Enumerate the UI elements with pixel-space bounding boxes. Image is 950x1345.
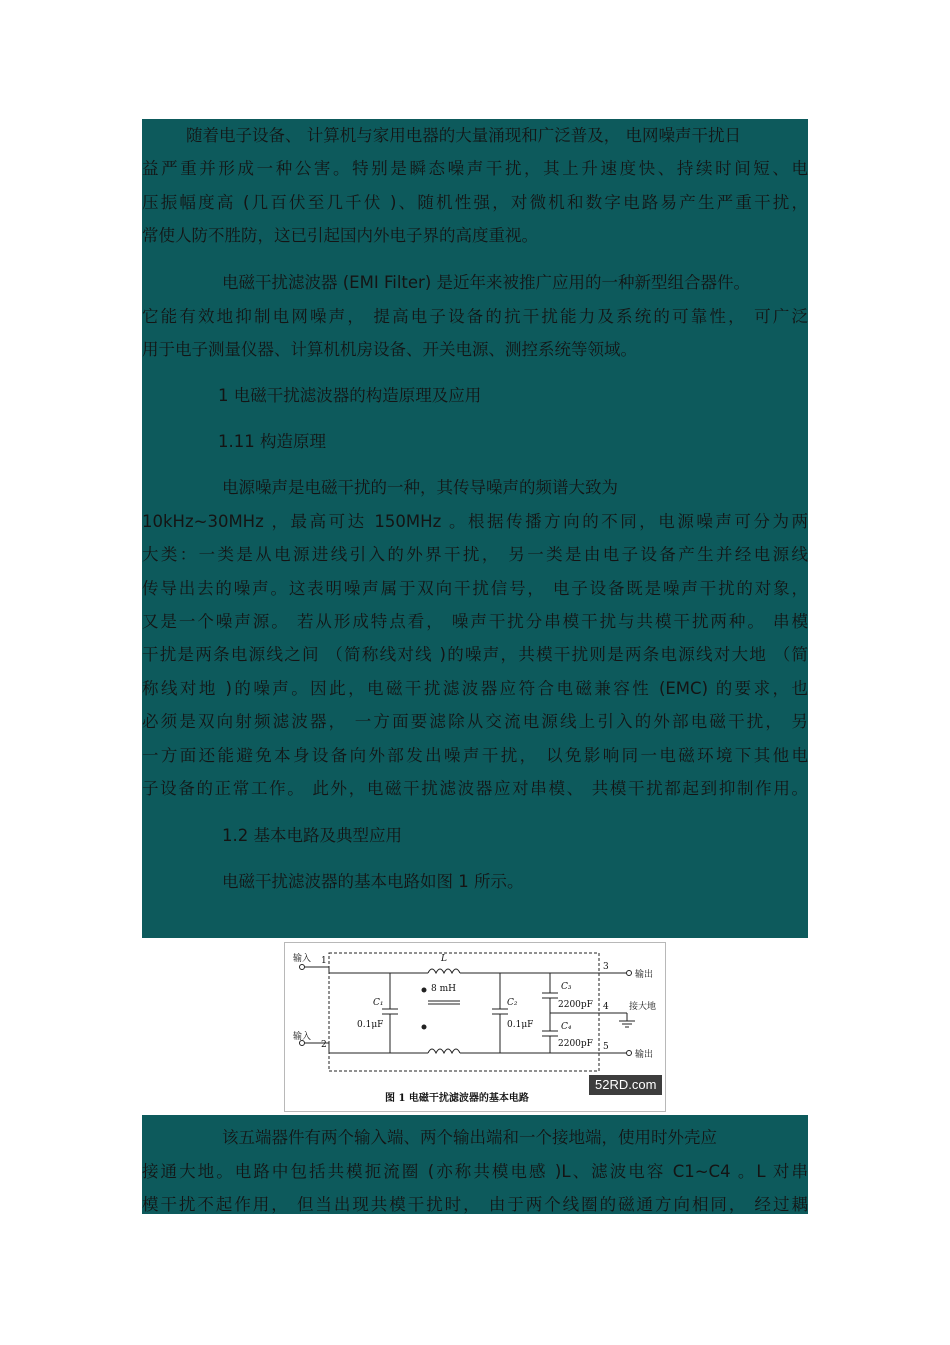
paragraph-line: 接通大地。电路中包括共模扼流圈 (亦称共模电感 )L、滤波电容 C1~C4 。L 对串 xyxy=(142,1162,808,1181)
section-heading: 1 电磁干扰滤波器的构造原理及应用 xyxy=(218,386,482,405)
figure-caption: 图 1 电磁干扰滤波器的基本电路 xyxy=(385,1093,529,1104)
terminal-label: 5 xyxy=(603,1042,609,1052)
paragraph-line: 该五端器件有两个输入端、两个输出端和一个接地端，使用时外壳应 xyxy=(222,1128,717,1147)
paragraph-line: 干扰是两条电源线之间 （简称线对线 )的噪声，共模干扰则是两条电源线对大地 （简 xyxy=(142,645,808,664)
paragraph-line: 电源噪声是电磁干扰的一种，其传导噪声的频谱大致为 xyxy=(222,478,618,497)
text-block-1 xyxy=(142,119,808,938)
paragraph-line: 称线对地 )的噪声。因此，电磁干扰滤波器应符合电磁兼容性 (EMC) 的要求，也 xyxy=(142,679,808,698)
subsection-heading: 1.11 构造原理 xyxy=(218,432,326,451)
terminal-label: 2 xyxy=(321,1040,327,1050)
subsection-heading: 1.2 基本电路及典型应用 xyxy=(222,826,402,845)
inductor-value: 8 mH xyxy=(431,984,456,994)
paragraph-line: 大类：一类是从电源进线引入的外界干扰， 另一类是由电子设备产生并经电源线 xyxy=(142,545,808,564)
paragraph-line: 又是一个噪声源。 若从形成特点看， 噪声干扰分串模干扰与共模干扰两种。 串模 xyxy=(142,612,808,631)
paragraph-line: 随着电子设备、 计算机与家用电器的大量涌现和广泛普及， 电网噪声干扰日 xyxy=(186,126,741,145)
paragraph-line: 一方面还能避免本身设备向外部发出噪声干扰， 以免影响同一电磁环境下其他电 xyxy=(142,746,808,765)
capacitor-label: C₃ xyxy=(561,982,572,992)
paragraph-line: 模干扰不起作用， 但当出现共模干扰时， 由于两个线圈的磁通方向相同， 经过耦 xyxy=(142,1195,808,1214)
input-label: 输入 xyxy=(293,1032,312,1042)
input-label: 输入 xyxy=(293,954,312,964)
terminal-label: 3 xyxy=(603,962,609,972)
paragraph-line: 常使人防不胜防，这已引起国内外电子界的高度重视。 xyxy=(142,226,538,245)
capacitor-label: C₄ xyxy=(561,1022,572,1032)
capacitor-value: 0.1μF xyxy=(507,1020,534,1030)
capacitor-value: 0.1μF xyxy=(357,1020,384,1030)
ground-label: 接大地 xyxy=(629,1002,657,1012)
inductor-label: L xyxy=(441,954,447,964)
paragraph-line: 它能有效地抑制电网噪声， 提高电子设备的抗干扰能力及系统的可靠性， 可广泛 xyxy=(142,307,808,326)
output-label: 输出 xyxy=(635,970,654,980)
paragraph-line: 益严重并形成一种公害。特别是瞬态噪声干扰，其上升速度快、持续时间短、电 xyxy=(142,159,808,178)
capacitor-value: 2200pF xyxy=(558,1039,593,1049)
output-label: 输出 xyxy=(635,1050,654,1060)
paragraph-line: 子设备的正常工作。 此外，电磁干扰滤波器应对串模、 共模干扰都起到抑制作用。 xyxy=(142,779,808,798)
watermark: 52RD.com xyxy=(589,1075,662,1095)
text-block-2 xyxy=(142,1115,808,1214)
capacitor-value: 2200pF xyxy=(558,1000,593,1010)
capacitor-label: C₁ xyxy=(373,998,384,1008)
paragraph-line: 用于电子测量仪器、计算机机房设备、开关电源、测控系统等领域。 xyxy=(142,340,637,359)
paragraph-line: 必须是双向射频滤波器， 一方面要滤除从交流电源线上引入的外部电磁干扰， 另 xyxy=(142,712,808,731)
capacitor-label: C₂ xyxy=(507,998,518,1008)
paragraph-line: 10kHz~30MHz ，最高可达 150MHz 。根据传播方向的不同，电源噪声可分为两 xyxy=(142,512,808,531)
paragraph-line: 电磁干扰滤波器 (EMI Filter) 是近年来被推广应用的一种新型组合器件。 xyxy=(222,273,750,292)
circuit-figure xyxy=(284,942,666,1112)
terminal-label: 4 xyxy=(603,1002,609,1012)
terminal-label: 1 xyxy=(321,956,327,966)
paragraph-line: 压振幅度高 (几百伏至几千伏 )、随机性强，对微机和数字电路易产生严重干扰， xyxy=(142,193,808,212)
paragraph-line: 传导出去的噪声。这表明噪声属于双向干扰信号， 电子设备既是噪声干扰的对象， xyxy=(142,579,808,598)
paragraph-line: 电磁干扰滤波器的基本电路如图 1 所示。 xyxy=(222,872,524,891)
